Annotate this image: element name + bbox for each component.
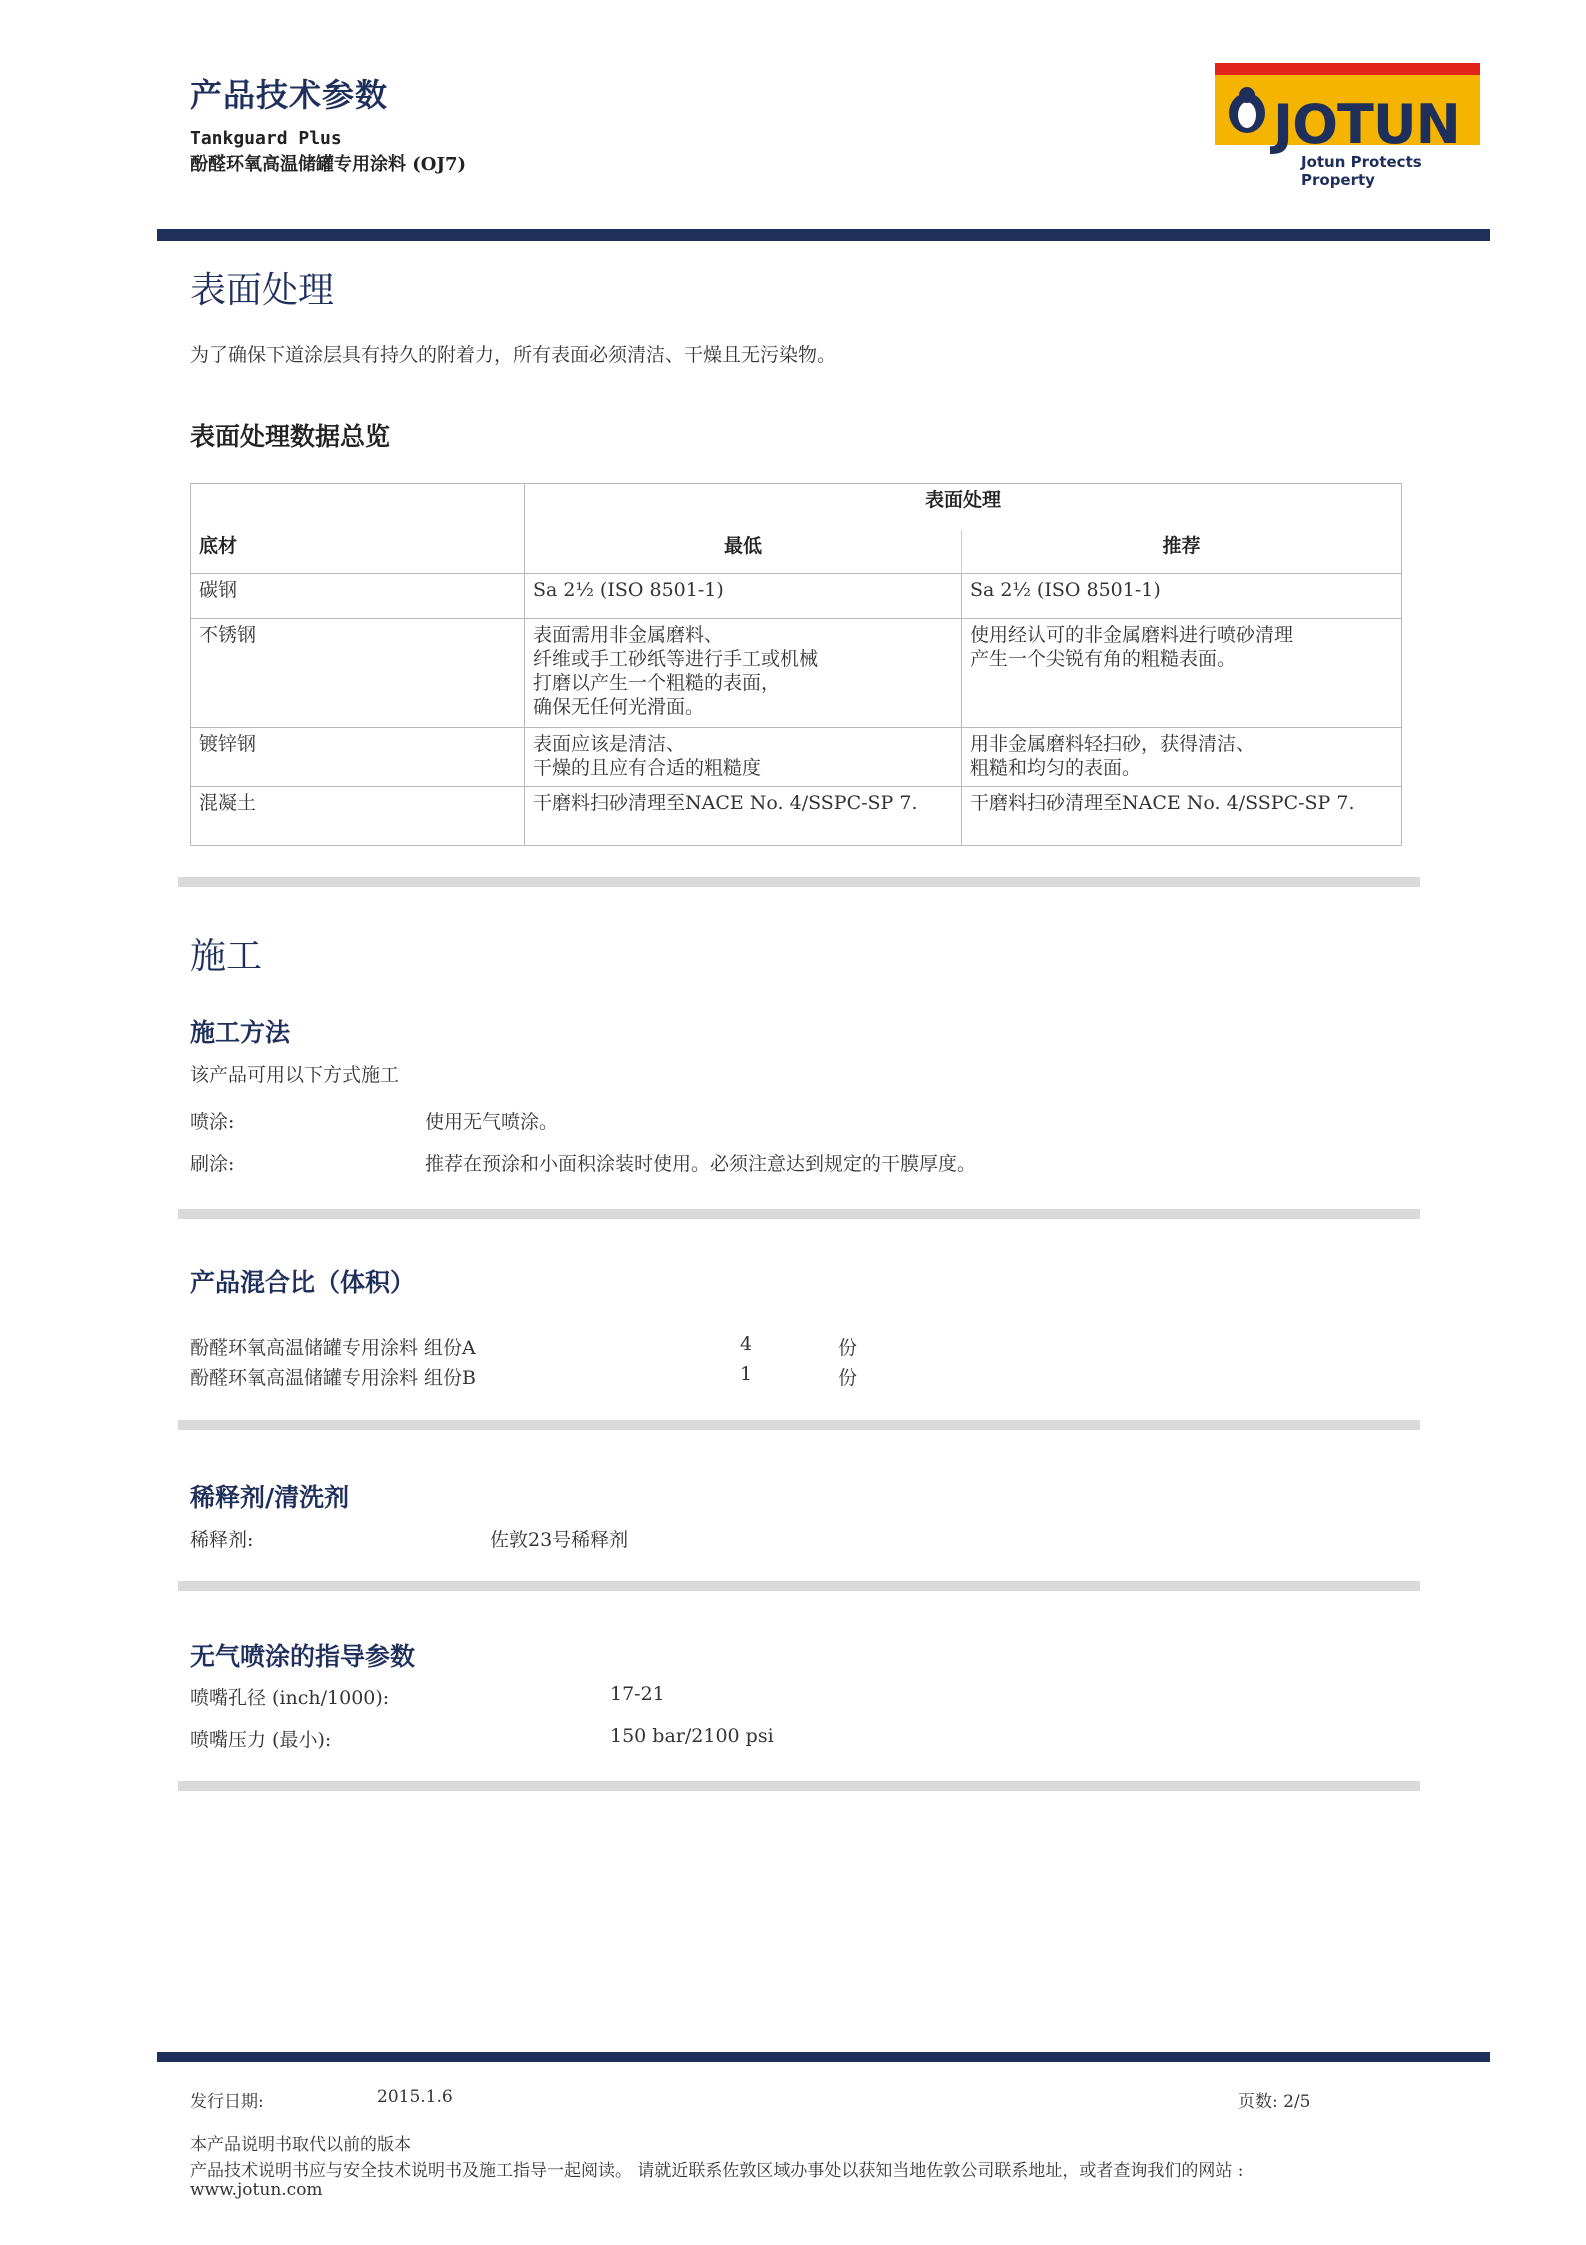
table-header-blank [191,484,525,530]
table-row [191,574,1402,619]
logo-yellow-panel [1215,75,1480,156]
section-divider [178,1581,1420,1591]
mix-component-qty: 4 [740,1333,753,1355]
airless-heading: 无气喷涂的指导参数 [190,1642,416,1671]
footer-website: www.jotun.com [190,2180,323,2200]
section-divider [178,877,1420,887]
method-heading: 施工方法 [190,1018,291,1047]
mix-component-name: 酚醛环氧高温储罐专用涂料 组份A [190,1337,476,1359]
page-number: 页数: 2/5 [1238,2092,1311,2112]
thinner-label: 稀释剂: [190,1529,254,1551]
thinner-value: 佐敦23号稀释剂 [490,1529,629,1551]
issue-date: 2015.1.6 [377,2087,453,2107]
airless-value: 17-21 [610,1683,665,1705]
issue-date-label: 发行日期: [190,2092,264,2112]
table-row [191,728,1402,787]
surface-intro: 为了确保下道涂层具有持久的附着力，所有表面必须清洁、干燥且无污染物。 [190,344,837,366]
cell-substrate: 碳钢 [191,574,525,619]
method-value: 推荐在预涂和小面积涂装时使用。必须注意达到规定的干膜厚度。 [425,1153,977,1175]
section-divider [178,1781,1420,1791]
cell-min: 表面应该是清洁、 干燥的且应有合适的粗糙度 [525,728,962,787]
table-header-rec: 推荐 [962,530,1402,574]
cell-substrate: 不锈钢 [191,619,525,728]
table-row [191,787,1402,846]
mix-heading: 产品混合比（体积） [190,1268,416,1297]
footer-note-read-with: 产品技术说明书应与安全技术说明书及施工指导一起阅读。 请就近联系佐敦区域办事处以获知当地佐敦公司联系地址，或者查询我们的网站 : [190,2161,1244,2181]
logo-wordmark: JOTUN [1273,93,1460,156]
surface-table [190,483,1402,846]
surface-summary-heading: 表面处理数据总览 [190,422,391,451]
section-divider [178,1209,1420,1219]
footer-divider-bar [157,2052,1490,2062]
logo-red-bar [1215,63,1480,75]
table-header-substrate: 底材 [191,530,525,574]
airless-label: 喷嘴孔径 (inch/1000): [190,1687,390,1709]
whale-emblem-icon [1225,83,1269,137]
cell-min: 干磨料扫砂清理至NACE No. 4/SSPC-SP 7. [525,787,962,846]
header-divider-bar [157,229,1490,241]
table-group-header: 表面处理 [525,484,1402,530]
cell-rec: 使用经认可的非金属磨料进行喷砂清理 产生一个尖锐有角的粗糙表面。 [962,619,1402,728]
cell-rec: 用非金属磨料轻扫砂，获得清洁、 粗糙和均匀的表面。 [962,728,1402,787]
section-divider [178,1420,1420,1430]
mix-component-name: 酚醛环氧高温储罐专用涂料 组份B [190,1367,477,1389]
cell-substrate: 混凝土 [191,787,525,846]
method-label: 刷涂: [190,1153,235,1175]
table-header-min: 最低 [525,530,962,574]
jotun-logo [1215,63,1480,189]
product-subtitle: 酚醛环氧高温储罐专用涂料 (OJ7) [190,154,467,175]
cell-substrate: 镀锌钢 [191,728,525,787]
product-name: Tankguard Plus [190,128,342,149]
surface-heading: 表面处理 [190,270,335,311]
cell-rec: 干磨料扫砂清理至NACE No. 4/SSPC-SP 7. [962,787,1402,846]
document-title: 产品技术参数 [190,76,389,114]
thinner-heading: 稀释剂/清洗剂 [190,1483,350,1512]
airless-label: 喷嘴压力 (最小): [190,1729,332,1751]
cell-rec: Sa 2½ (ISO 8501-1) [962,574,1402,619]
mix-component-unit: 份 [838,1337,858,1359]
mix-component-unit: 份 [838,1367,858,1389]
method-intro: 该产品可用以下方式施工 [190,1064,400,1086]
method-label: 喷涂: [190,1111,235,1133]
airless-value: 150 bar/2100 psi [610,1725,774,1747]
application-heading: 施工 [190,936,263,977]
table-row [191,619,1402,728]
mix-component-qty: 1 [740,1363,753,1385]
footer-note-supersedes: 本产品说明书取代以前的版本 [190,2135,411,2155]
logo-tagline: Jotun Protects Property [1301,153,1422,189]
cell-min: Sa 2½ (ISO 8501-1) [525,574,962,619]
method-value: 使用无气喷涂。 [425,1111,559,1133]
cell-min: 表面需用非金属磨料、 纤维或手工砂纸等进行手工或机械 打磨以产生一个粗糙的表面， 确保无任何光滑面。 [525,619,962,728]
